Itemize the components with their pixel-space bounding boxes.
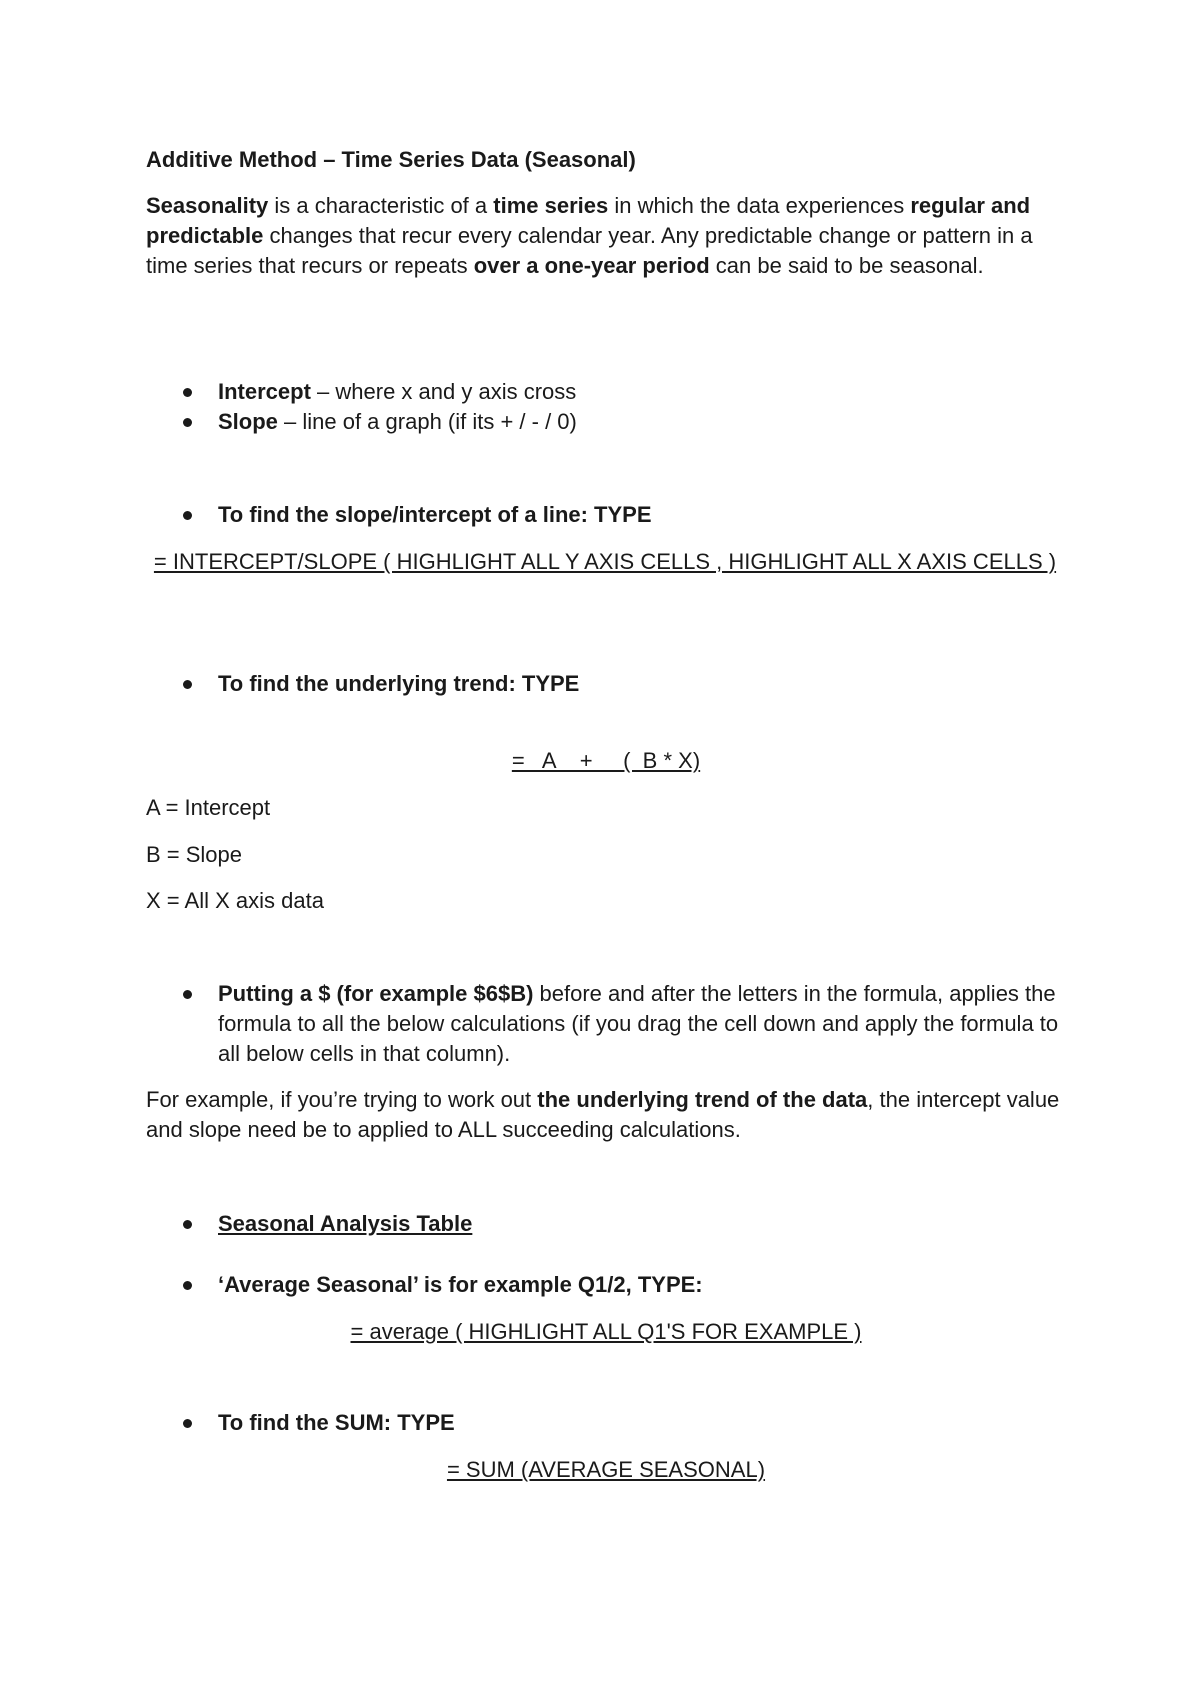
example-text: , the intercept value and slope need be to applied to ALL succeeding calculations.: [146, 1087, 1060, 1142]
bullet-sum-heading: [218, 1408, 1068, 1438]
bullet-dot-icon: [183, 1281, 192, 1290]
intro-text: in which the data experiences: [608, 193, 911, 218]
average-formula: = average ( HIGHLIGHT ALL Q1'S FOR EXAMPLE ): [350, 1319, 862, 1344]
definition-term: Slope: [218, 409, 278, 434]
bullet-dot-icon: [183, 418, 192, 427]
intro-term-regular: regular and predictable: [146, 193, 1031, 248]
bullet-dot-icon: [183, 680, 192, 689]
bullet-seasonal-heading: [218, 1209, 1068, 1239]
intro-paragraph: [146, 191, 1066, 281]
bullet-slope-heading: [218, 500, 1068, 530]
intro-term-seasonality: Seasonality: [146, 193, 269, 218]
example-bold: the underlying trend of the data: [537, 1087, 868, 1112]
sum-formula: = SUM (AVERAGE SEASONAL): [446, 1457, 766, 1482]
bullet-dot-icon: [183, 1419, 192, 1428]
trend-heading-text: To find the underlying trend: TYPE: [218, 671, 580, 696]
legend-b: B = Slope: [146, 842, 243, 867]
bullet-dot-icon: [183, 511, 192, 520]
slope-formula: = INTERCEPT/SLOPE ( HIGHLIGHT ALL Y AXIS CELLS , HIGHLIGHT ALL X AXIS CELLS ): [153, 549, 1057, 574]
bullet-average-heading: [218, 1270, 1068, 1300]
bullet-dot-icon: [183, 388, 192, 397]
seasonal-heading-text: Seasonal Analysis Table: [218, 1211, 473, 1236]
sum-heading-text: To find the SUM: TYPE: [218, 1410, 455, 1435]
document-title: Additive Method – Time Series Data (Seasonal): [146, 147, 636, 172]
bullet-dollar: [218, 979, 1068, 1069]
bullet-slope: [218, 407, 1068, 437]
intro-text: is a characteristic of a: [268, 193, 494, 218]
definition-desc: – line of a graph (if its + / - / 0): [277, 409, 577, 434]
dollar-rest: before and after the letters in the formula, applies the formula to all the below calculations (if you drag the cell down and apply the formula to all below cells in that column).: [218, 981, 1059, 1066]
average-heading-text: ‘Average Seasonal’ is for example Q1/2, TYPE:: [218, 1272, 703, 1297]
definition-desc: – where x and y axis cross: [310, 379, 577, 404]
intro-text: can be said to be seasonal.: [709, 253, 984, 278]
intro-term-time-series: time series: [493, 193, 609, 218]
legend-a: A = Intercept: [146, 795, 271, 820]
bullet-dot-icon: [183, 1220, 192, 1229]
intro-text: changes that recur every calendar year. Any predictable change or pattern in a time series that recurs or repeats: [146, 223, 1033, 278]
example-paragraph: [146, 1085, 1066, 1145]
intro-term-one-year: over a one-year period: [473, 253, 710, 278]
bullet-intercept: [218, 377, 1068, 407]
legend-x: X = All X axis data: [146, 888, 324, 913]
example-text: For example, if you’re trying to work out: [146, 1087, 538, 1112]
slope-heading-text: To find the slope/intercept of a line: TYPE: [218, 502, 652, 527]
trend-formula: = A + ( B * X): [511, 748, 701, 773]
bullet-trend-heading: [218, 669, 1068, 699]
bullet-dot-icon: [183, 990, 192, 999]
dollar-bold: Putting a $ (for example $6$B): [218, 981, 534, 1006]
definition-term: Intercept: [218, 379, 311, 404]
